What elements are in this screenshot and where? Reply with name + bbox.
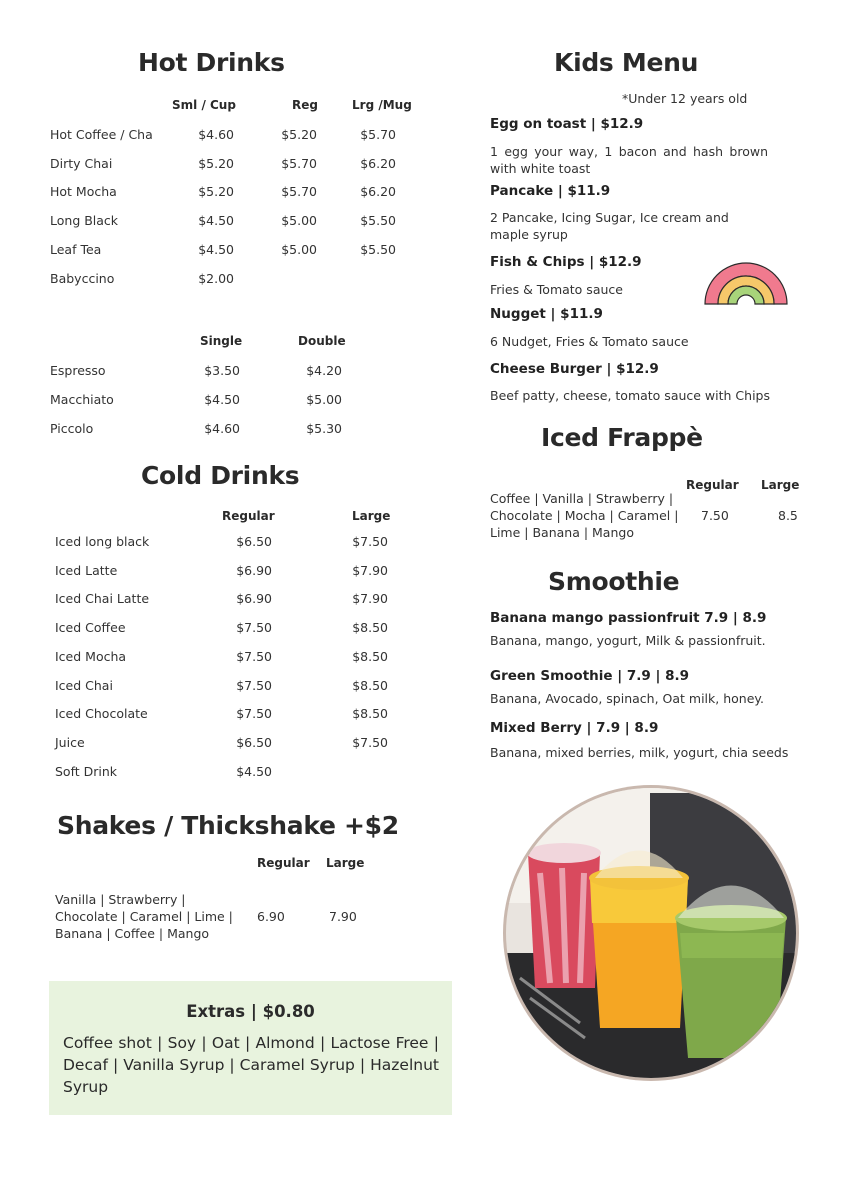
cold-drink-price-large: $7.50 bbox=[352, 534, 388, 549]
hot-drink-price-sml: $4.50 bbox=[198, 241, 234, 257]
espresso-price-single: $3.50 bbox=[204, 363, 240, 378]
espresso-name: Piccolo bbox=[50, 421, 94, 436]
hot-drink-price-lrg: $6.20 bbox=[360, 155, 396, 171]
iced-frappe-title: Iced Frappè bbox=[541, 423, 703, 452]
cold-drink-name: Iced Coffee bbox=[55, 620, 126, 636]
hot-drink-name: Babyccino bbox=[50, 270, 115, 286]
cold-drink-name: Iced Chai bbox=[55, 677, 113, 693]
kids-item-desc: 2 Pancake, Icing Sugar, Ice cream and maple syrup bbox=[490, 210, 729, 242]
hot-drink-price-reg: $5.00 bbox=[281, 241, 317, 257]
kids-item-desc: Fries & Tomato sauce bbox=[490, 282, 623, 297]
hot-drinks-header-sml: Sml / Cup bbox=[172, 98, 236, 112]
kids-menu-title: Kids Menu bbox=[554, 48, 699, 77]
shakes-flavour-line: Vanilla | Strawberry | bbox=[55, 892, 186, 907]
cold-drink-price-large: $8.50 bbox=[352, 620, 388, 636]
cold-drink-price-regular: $7.50 bbox=[236, 648, 272, 664]
smoothie-item-desc: Banana, mango, yogurt, Milk & passionfruit. bbox=[490, 633, 766, 648]
kids-item-title: Fish & Chips | $12.9 bbox=[490, 254, 642, 270]
extras-title: Extras | $0.80 bbox=[186, 1002, 315, 1021]
frappe-flavour-line: Coffee | Vanilla | Strawberry | bbox=[490, 491, 674, 506]
extras-box bbox=[49, 981, 452, 1115]
espresso-price-single: $4.60 bbox=[204, 421, 240, 436]
shakes-flavours bbox=[55, 891, 233, 942]
kids-item-title: Pancake | $11.9 bbox=[490, 183, 611, 199]
hot-drink-name: Hot Mocha bbox=[50, 184, 117, 200]
kids-item-desc: 1 egg your way, 1 bacon and hash brown with white toast bbox=[490, 144, 768, 176]
shakes-regular-price: 6.90 bbox=[257, 909, 285, 924]
hot-drink-name: Long Black bbox=[50, 213, 119, 229]
cold-drink-price-large: $8.50 bbox=[352, 677, 388, 693]
hot-drink-price-reg: $5.70 bbox=[281, 184, 317, 200]
frappe-header-regular: Regular bbox=[686, 478, 739, 492]
kids-item-desc: 6 Nudget, Fries & Tomato sauce bbox=[490, 334, 689, 349]
hot-drink-name: Hot Coffee / Cha bbox=[50, 127, 153, 142]
smoothie-item-title: Mixed Berry | 7.9 | 8.9 bbox=[490, 720, 659, 736]
espresso-price-double: $4.20 bbox=[306, 363, 342, 378]
hot-drinks-title: Hot Drinks bbox=[138, 48, 285, 77]
hot-drink-price-reg: $5.00 bbox=[281, 213, 317, 229]
cold-drink-name: Iced Latte bbox=[55, 562, 118, 578]
cold-drink-price-regular: $6.50 bbox=[236, 534, 272, 549]
frappe-regular-price: 7.50 bbox=[701, 508, 729, 523]
smoothie-item-title: Green Smoothie | 7.9 | 8.9 bbox=[490, 668, 690, 684]
extras-options: Coffee shot | Soy | Oat | Almond | Lactose Free | Decaf | Vanilla Syrup | Caramel Syrup | Hazelnut Syrup bbox=[63, 1034, 439, 1096]
smoothie-item-desc: Banana, mixed berries, milk, yogurt, chia seeds bbox=[490, 745, 789, 760]
cold-drink-price-large: $8.50 bbox=[352, 706, 388, 722]
hot-drink-price-reg: $5.70 bbox=[281, 155, 317, 171]
cold-drink-price-regular: $7.50 bbox=[236, 677, 272, 693]
cold-drink-price-large: $7.90 bbox=[352, 591, 388, 607]
hot-drink-price-lrg: $5.50 bbox=[360, 213, 396, 229]
hot-drink-price-reg: $5.20 bbox=[281, 127, 317, 142]
espresso-header-double: Double bbox=[298, 334, 346, 348]
cold-drink-price-regular: $6.90 bbox=[236, 591, 272, 607]
hot-drink-price-sml: $4.50 bbox=[198, 213, 234, 229]
hot-drink-price-sml: $5.20 bbox=[198, 184, 234, 200]
cold-drink-name: Iced Chai Latte bbox=[55, 591, 150, 607]
cold-drink-price-large: $7.90 bbox=[352, 562, 388, 578]
shakes-flavour-line: Banana | Coffee | Mango bbox=[55, 926, 210, 941]
smoothie-item-desc: Banana, Avocado, spinach, Oat milk, honey. bbox=[490, 691, 764, 706]
hot-drink-price-sml: $5.20 bbox=[198, 155, 234, 171]
espresso-name: Espresso bbox=[50, 363, 106, 378]
cold-drink-name: Iced Chocolate bbox=[55, 706, 148, 722]
smoothie-item-title: Banana mango passionfruit 7.9 | 8.9 bbox=[490, 610, 767, 626]
hot-drink-price-lrg: $5.70 bbox=[360, 127, 396, 142]
espresso-header-single: Single bbox=[200, 334, 243, 348]
cold-drink-price-regular: $6.50 bbox=[236, 734, 272, 750]
cold-drink-price-regular: $4.50 bbox=[236, 763, 272, 779]
hot-drink-price-sml: $2.00 bbox=[198, 270, 234, 286]
cold-drink-name: Juice bbox=[55, 734, 85, 750]
cold-drink-name: Soft Drink bbox=[55, 763, 118, 779]
shakes-large-price: 7.90 bbox=[329, 909, 357, 924]
hot-drinks-header-lrg: Lrg /Mug bbox=[352, 98, 412, 112]
hot-drink-price-sml: $4.60 bbox=[198, 127, 234, 142]
frappe-flavours bbox=[490, 490, 678, 541]
espresso-name: Macchiato bbox=[50, 392, 114, 407]
hot-drink-price-lrg: $5.50 bbox=[360, 241, 396, 257]
kids-item-title: Egg on toast | $12.9 bbox=[490, 116, 644, 132]
smoothie-title: Smoothie bbox=[548, 567, 680, 596]
cold-drink-price-regular: $6.90 bbox=[236, 562, 272, 578]
shakes-header-regular: Regular bbox=[257, 856, 310, 870]
shakes-title: Shakes / Thickshake +$2 bbox=[57, 811, 399, 840]
cold-drink-price-regular: $7.50 bbox=[236, 706, 272, 722]
smoothie-cups-image bbox=[500, 783, 802, 1083]
cold-drinks-title: Cold Drinks bbox=[141, 461, 300, 490]
frappe-large-price: 8.5 bbox=[778, 508, 798, 523]
cold-drink-name: Iced long black bbox=[55, 534, 150, 549]
cold-drinks-header-regular: Regular bbox=[222, 509, 275, 523]
kids-item-desc: Beef patty, cheese, tomato sauce with Chips bbox=[490, 388, 770, 403]
hot-drinks-header-reg: Reg bbox=[292, 98, 318, 112]
kids-item-title: Cheese Burger | $12.9 bbox=[490, 361, 659, 377]
frappe-flavour-line: Chocolate | Mocha | Caramel | bbox=[490, 508, 679, 523]
espresso-price-double: $5.00 bbox=[306, 392, 342, 407]
espresso-price-double: $5.30 bbox=[306, 421, 342, 436]
cold-drink-price-large: $7.50 bbox=[352, 734, 388, 750]
kids-menu-age-note: *Under 12 years old bbox=[622, 91, 748, 106]
rainbow-icon bbox=[701, 258, 791, 312]
hot-drink-name: Dirty Chai bbox=[50, 155, 113, 171]
espresso-price-single: $4.50 bbox=[204, 392, 240, 407]
kids-item-title: Nugget | $11.9 bbox=[490, 306, 603, 322]
cold-drink-name: Iced Mocha bbox=[55, 648, 127, 664]
shakes-header-large: Large bbox=[326, 856, 365, 870]
cold-drink-price-regular: $7.50 bbox=[236, 620, 272, 636]
hot-drink-price-lrg: $6.20 bbox=[360, 184, 396, 200]
hot-drink-name: Leaf Tea bbox=[50, 241, 102, 257]
cold-drinks-header-large: Large bbox=[352, 509, 391, 523]
cold-drink-price-large: $8.50 bbox=[352, 648, 388, 664]
frappe-flavour-line: Lime | Banana | Mango bbox=[490, 525, 634, 540]
shakes-flavour-line: Chocolate | Caramel | Lime | bbox=[55, 909, 233, 924]
frappe-header-large: Large bbox=[761, 478, 800, 492]
